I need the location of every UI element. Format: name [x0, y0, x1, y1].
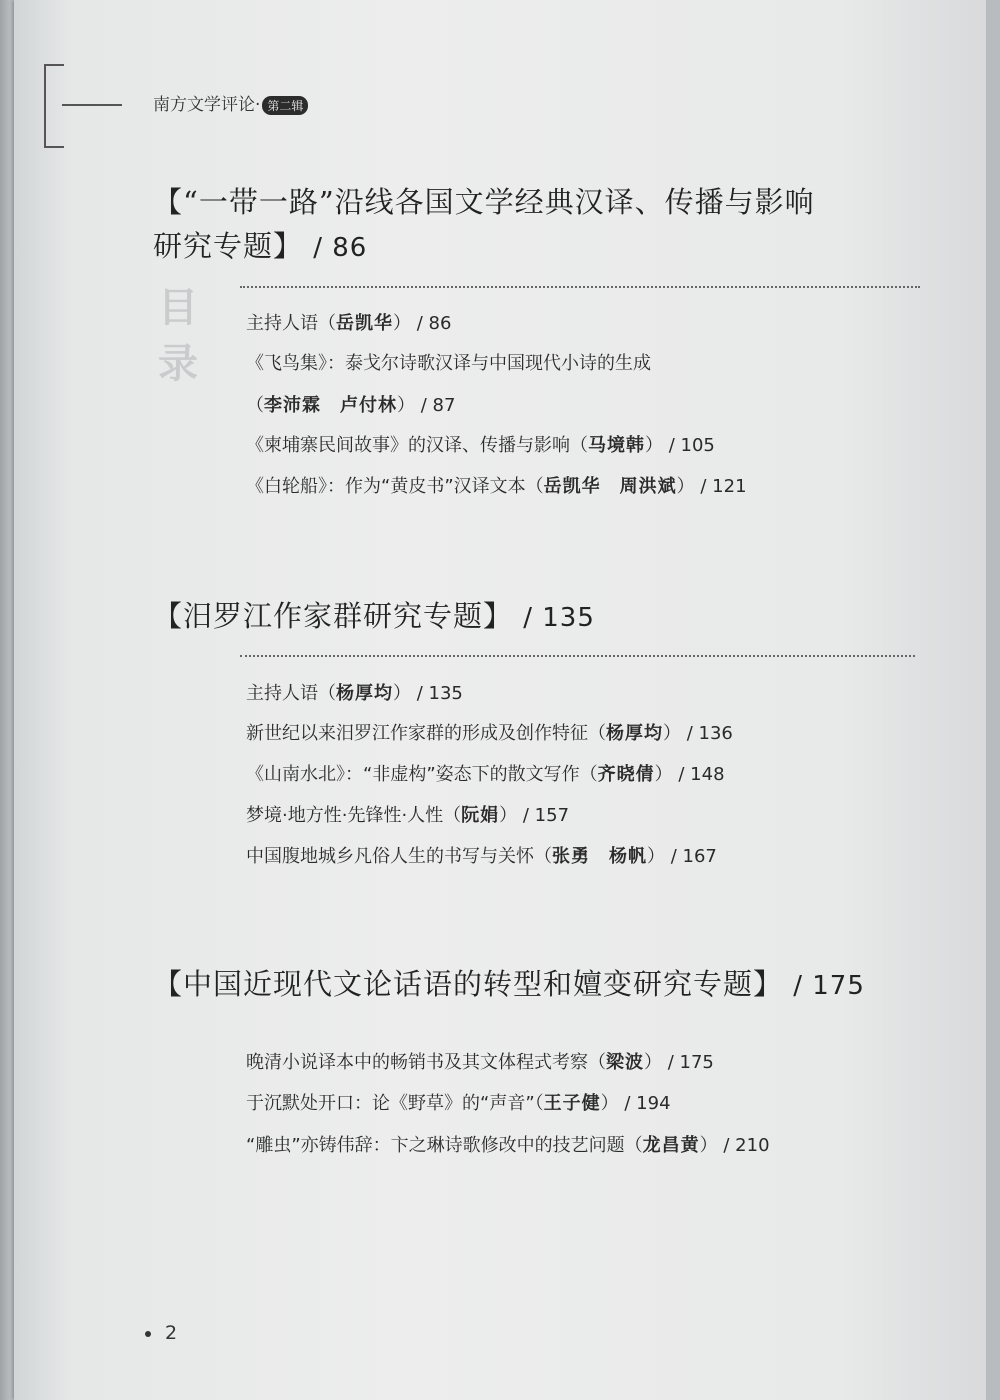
entry-author: 齐晓倩: [597, 764, 655, 785]
header-rule: [62, 104, 122, 106]
page-footer: [145, 1322, 177, 1344]
toc-entry: 于沉默处开口：论《野草》的“声音”（王子健） / 194: [246, 1093, 671, 1114]
entry-author: 岳凯华 周洪斌: [543, 476, 677, 497]
toc-entry: 晚清小说译本中的畅销书及其文体程式考察（梁波） / 175: [246, 1052, 714, 1073]
section-title-line: 【汨罗江作家群研究专题】: [153, 599, 514, 633]
entry-author: 梁波: [606, 1052, 644, 1073]
edition-badge: 第二辑: [262, 96, 308, 115]
entry-author: 龙昌黄: [642, 1135, 700, 1156]
toc-entry: “雕虫”亦铸伟辞：卞之琳诗歌修改中的技艺问题（龙昌黄） / 210: [246, 1135, 770, 1156]
entry-author: 张勇 杨帆: [552, 846, 647, 867]
toc-entry: 《飞鸟集》：泰戈尔诗歌汉译与中国现代小诗的生成: [246, 353, 651, 374]
entry-author: 岳凯华: [336, 313, 393, 334]
section-title: [153, 962, 913, 1008]
section-title-line: 研究专题】: [153, 229, 304, 263]
toc-entry: 梦境·地方性·先锋性·人性（阮娟） / 157: [246, 805, 570, 826]
toc-watermark-glyph: 目: [158, 284, 198, 331]
toc-entry: 新世纪以来汨罗江作家群的形成及创作特征（杨厚均） / 136: [246, 723, 733, 744]
entry-author: 李沛霖 卢付林: [264, 395, 397, 416]
toc-entry: （李沛霖 卢付林） / 87: [246, 395, 456, 416]
bullet-icon: [145, 1331, 151, 1337]
dotted-divider: [240, 655, 915, 657]
entry-author: 杨厚均: [606, 723, 663, 744]
section-page-number: / 135: [523, 603, 595, 633]
entry-author: 杨厚均: [336, 683, 393, 704]
book-spine-shadow: [0, 0, 14, 1400]
page-number: 2: [165, 1322, 178, 1344]
running-head-title: 南方文学评论·: [153, 95, 261, 115]
toc-entry: 《柬埔寨民间故事》的汉译、传播与影响（马境韩） / 105: [246, 435, 715, 456]
toc-entry: 中国腹地城乡凡俗人生的书写与关怀（张勇 杨帆） / 167: [246, 846, 717, 867]
running-head: [153, 90, 308, 115]
entry-author: 阮娟: [461, 805, 500, 826]
section-title-line: 【中国近现代文论话语的转型和嬗变研究专题】: [153, 967, 784, 1001]
toc-entry: 《山南水北》：“非虚构”姿态下的散文写作（齐晓倩） / 148: [246, 764, 725, 785]
section-page-number: / 175: [793, 971, 865, 1001]
toc-entry: 主持人语（杨厚均） / 135: [246, 683, 463, 704]
section-title-line: 【“一带一路”沿线各国文学经典汉译、传播与影响: [153, 185, 815, 219]
section-title: [153, 180, 913, 270]
section-page-number: / 86: [313, 233, 368, 263]
toc-entry: 《白轮船》：作为“黄皮书”汉译文本（岳凯华 周洪斌） / 121: [246, 476, 747, 497]
section-title: [153, 594, 913, 640]
entry-author: 马境韩: [588, 435, 645, 456]
header-corner-bracket: [44, 64, 64, 148]
dotted-divider: [240, 286, 920, 288]
entry-author: 王子健: [543, 1093, 601, 1114]
toc-entry: 主持人语（岳凯华） / 86: [246, 313, 452, 334]
toc-watermark-glyph: 录: [158, 340, 198, 387]
